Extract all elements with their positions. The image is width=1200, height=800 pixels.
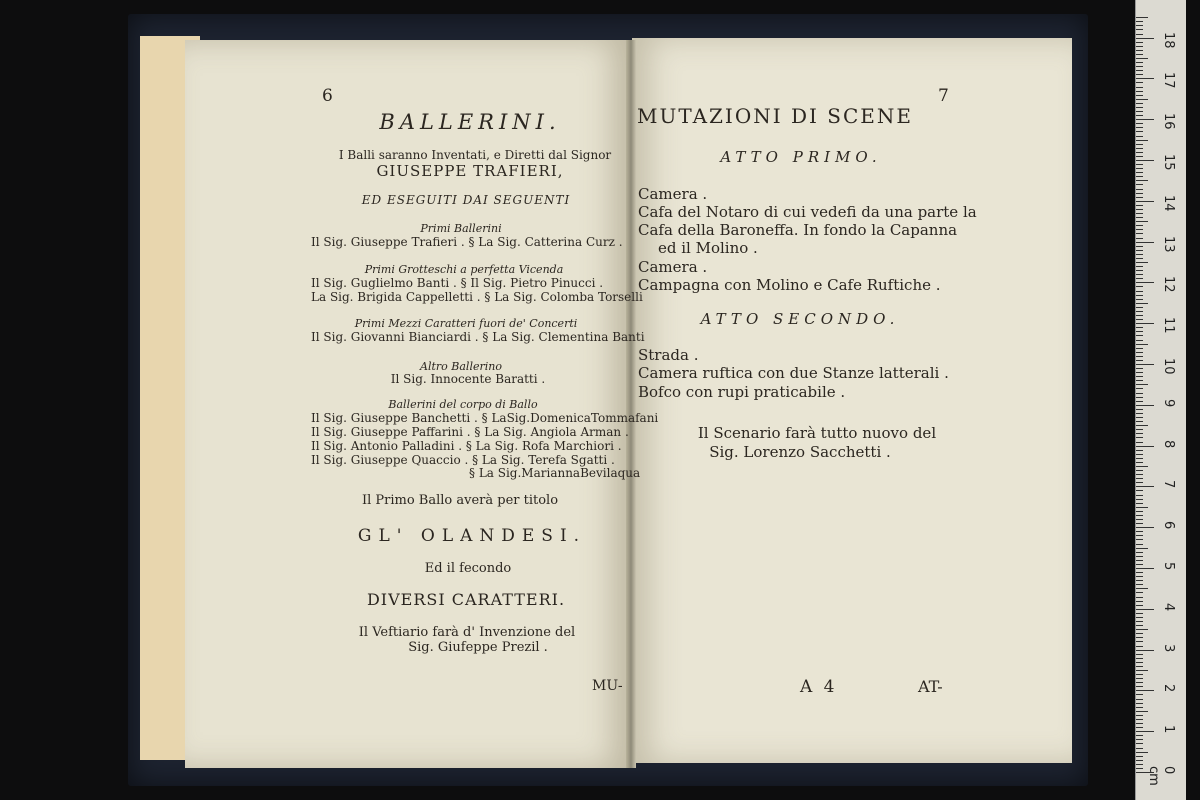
ruler-tick <box>1136 311 1143 312</box>
ruler-tick <box>1136 327 1143 328</box>
book-gutter <box>626 40 636 768</box>
ruler-tick <box>1136 156 1143 157</box>
ruler-tick <box>1136 417 1143 418</box>
ruler-tick <box>1136 523 1143 524</box>
ruler-tick <box>1136 641 1143 642</box>
scene-line: ed il Molino . <box>658 239 758 257</box>
performers-heading: ED ESEGUITI DAI SEGUENTI <box>361 193 571 207</box>
ruler-label: 17 <box>1161 72 1176 89</box>
ruler-tick <box>1136 184 1143 185</box>
ruler-tick <box>1136 482 1143 483</box>
ruler-tick <box>1136 131 1143 132</box>
ruler-tick <box>1136 266 1143 267</box>
measuring-ruler <box>1135 0 1186 800</box>
ruler-tick <box>1136 597 1143 598</box>
ruler-tick <box>1136 723 1143 724</box>
ruler-tick <box>1136 707 1143 708</box>
ruler-tick <box>1136 535 1143 536</box>
ruler-tick <box>1136 270 1143 271</box>
ruler-tick <box>1136 601 1143 602</box>
ruler-tick <box>1136 429 1143 430</box>
ruler-tick <box>1136 409 1143 410</box>
ruler-label: 18 <box>1161 31 1176 49</box>
ruler-tick <box>1136 21 1143 22</box>
ruler-tick <box>1136 442 1143 443</box>
ruler-tick <box>1136 29 1143 30</box>
ruler-label: 9 <box>1161 398 1176 408</box>
ruler-tick <box>1136 564 1143 565</box>
ruler-tick <box>1136 74 1143 75</box>
ruler-tick <box>1136 486 1154 487</box>
ruler-tick <box>1136 515 1143 516</box>
ruler-tick <box>1136 739 1143 740</box>
right-page-title: MUTAZIONI DI SCENE <box>637 104 913 128</box>
costume-line: Sig. Giufeppe Prezil . <box>408 640 548 655</box>
ruler-tick <box>1136 282 1154 283</box>
group-heading: Ballerini del corpo di Ballo <box>388 398 538 411</box>
ruler-tick <box>1136 331 1143 332</box>
ruler-tick <box>1136 613 1143 614</box>
ruler-tick <box>1136 25 1143 26</box>
ruler-tick <box>1136 735 1143 736</box>
ruler-tick <box>1136 552 1143 553</box>
ruler-label: 4 <box>1161 602 1176 612</box>
ruler-tick <box>1136 662 1143 663</box>
performer-line: La Sig. Brigida Cappelletti . § La Sig. Colomba Torselli <box>311 290 643 304</box>
second-ballet-intro: Ed il fecondo <box>424 561 512 576</box>
left-page-title: BALLERINI. <box>379 110 561 134</box>
ruler-tick <box>1136 654 1143 655</box>
performer-line: Il Sig. Giuseppe Trafieri . § La Sig. Catterina Curz . <box>311 235 623 249</box>
ruler-tick <box>1136 152 1143 153</box>
ruler-tick <box>1136 666 1143 667</box>
ruler-tick <box>1136 617 1143 618</box>
ruler-tick <box>1136 743 1143 744</box>
ruler-tick <box>1136 62 1143 63</box>
ruler-tick <box>1136 238 1143 239</box>
ruler-tick <box>1136 768 1143 769</box>
ruler-tick <box>1136 462 1143 463</box>
ruler-tick <box>1136 99 1148 100</box>
scene-line: Strada . <box>638 346 699 364</box>
ruler-tick <box>1136 580 1143 581</box>
ruler-tick <box>1136 621 1143 622</box>
ruler-tick <box>1136 458 1143 459</box>
ruler-tick <box>1136 295 1143 296</box>
ruler-tick <box>1136 670 1148 671</box>
ruler-tick <box>1136 478 1143 479</box>
ruler-tick <box>1136 54 1143 55</box>
first-ballet-intro: Il Primo Ballo averà per titolo <box>361 493 559 508</box>
ruler-tick <box>1136 140 1148 141</box>
ruler-tick <box>1136 368 1143 369</box>
ruler-tick <box>1136 291 1143 292</box>
ruler-tick <box>1136 164 1143 165</box>
ruler-tick <box>1136 625 1143 626</box>
performer-line: Il Sig. Giuseppe Quaccio . § La Sig. Terefa Sgatti . <box>311 453 615 467</box>
ruler-tick <box>1136 201 1154 202</box>
ruler-tick <box>1136 286 1143 287</box>
ruler-tick <box>1136 360 1143 361</box>
ruler-label: 15 <box>1161 154 1176 171</box>
ruler-tick <box>1136 699 1143 700</box>
ruler-tick <box>1136 123 1143 124</box>
ruler-label: 10 <box>1161 358 1176 375</box>
ruler-label: 12 <box>1161 276 1176 293</box>
ruler-tick <box>1136 544 1143 545</box>
performer-line: Il Sig. Giovanni Bianciardi . § La Sig. Clementina Banti <box>311 330 645 344</box>
ruler-tick <box>1136 556 1143 557</box>
performer-line: Il Sig. Giuseppe Paffarini . § La Sig. Angiola Arman . <box>311 425 629 439</box>
ruler-label: 5 <box>1161 562 1176 571</box>
scenario-line: Sig. Lorenzo Sacchetti . <box>709 443 891 461</box>
ruler-tick <box>1136 470 1143 471</box>
ruler-tick <box>1136 433 1143 434</box>
performer-line: § La Sig.MariannaBevilaqua <box>469 466 641 480</box>
ruler-tick <box>1136 499 1143 500</box>
ruler-tick <box>1136 446 1154 447</box>
ruler-tick <box>1136 278 1143 279</box>
ruler-tick <box>1136 119 1154 120</box>
ruler-label: 13 <box>1161 235 1176 253</box>
ruler-tick <box>1136 107 1143 108</box>
ruler-tick <box>1136 527 1154 528</box>
ruler-tick <box>1136 682 1143 683</box>
ruler-tick <box>1136 401 1143 402</box>
ruler-tick <box>1136 254 1143 255</box>
ruler-tick <box>1136 646 1143 647</box>
ruler-tick <box>1136 503 1143 504</box>
ruler-tick <box>1136 507 1148 508</box>
ruler-tick <box>1136 148 1143 149</box>
ruler-tick <box>1136 466 1148 467</box>
group-heading: Primi Ballerini <box>420 222 502 235</box>
ruler-label: 8 <box>1161 439 1176 448</box>
intro-line: I Balli saranno Inventati, e Diretti dal Signor <box>338 148 612 162</box>
ruler-tick <box>1136 172 1143 173</box>
ruler-label: 2 <box>1161 684 1176 693</box>
ruler-tick <box>1136 384 1148 385</box>
performer-line: Il Sig. Guglielmo Banti . § Il Sig. Pietro Pinucci . <box>311 276 604 290</box>
ruler-tick <box>1136 189 1143 190</box>
ruler-tick <box>1136 388 1143 389</box>
scene-line: Camera . <box>638 258 708 276</box>
ruler-tick <box>1136 592 1143 593</box>
ruler-tick <box>1136 58 1148 59</box>
ruler-tick <box>1136 397 1143 398</box>
ruler-tick <box>1136 454 1143 455</box>
ruler-tick <box>1136 258 1143 259</box>
ruler-tick <box>1136 66 1143 67</box>
ruler-tick <box>1136 111 1143 112</box>
ruler-tick <box>1136 303 1148 304</box>
signature-mark: A 4 <box>800 677 838 697</box>
ruler-tick <box>1136 694 1143 695</box>
ruler-tick <box>1136 539 1143 540</box>
ruler-tick <box>1136 335 1143 336</box>
ruler-tick <box>1136 719 1143 720</box>
ruler-tick <box>1136 658 1143 659</box>
ruler-tick <box>1136 34 1143 35</box>
ruler-tick <box>1136 160 1154 161</box>
performer-line: Il Sig. Innocente Baratti . <box>390 372 546 386</box>
ruler-tick <box>1136 176 1143 177</box>
group-heading: Primi Grotteschi a perfetta Vicenda <box>364 263 564 276</box>
ruler-tick <box>1136 519 1143 520</box>
ruler-tick <box>1136 531 1143 532</box>
ruler-tick <box>1136 364 1154 365</box>
ruler-tick <box>1136 413 1143 414</box>
ruler-tick <box>1136 127 1143 128</box>
ruler-tick <box>1136 686 1143 687</box>
ruler-tick <box>1136 356 1143 357</box>
ruler-tick <box>1136 756 1143 757</box>
ruler-tick <box>1136 197 1143 198</box>
performer-line: Il Sig. Giuseppe Banchetti . § LaSig.DomenicaTommafani <box>311 411 659 425</box>
ruler-tick <box>1136 225 1143 226</box>
ruler-label: 14 <box>1161 194 1176 212</box>
ruler-tick <box>1136 650 1154 651</box>
ruler-tick <box>1136 307 1143 308</box>
ruler-tick <box>1136 348 1143 349</box>
ruler-tick <box>1136 437 1143 438</box>
costume-line: Il Veftiario farà d' Invenzione del <box>358 625 576 640</box>
scene-line: Cafa del Notaro di cui vedefi da una parte la <box>638 203 977 221</box>
ruler-tick <box>1136 344 1148 345</box>
ruler-tick <box>1136 17 1148 18</box>
ruler-label: 16 <box>1161 113 1176 130</box>
ruler-tick <box>1136 168 1143 169</box>
group-heading: Primi Mezzi Caratteri fuori de' Concerti <box>354 317 578 330</box>
ruler-tick <box>1136 180 1148 181</box>
scene-line: Bofco con rupi praticabile . <box>638 383 846 401</box>
scene-line: Camera ruftica con due Stanze latterali . <box>638 364 949 382</box>
ruler-tick <box>1136 229 1143 230</box>
ruler-tick <box>1136 637 1143 638</box>
ruler-tick <box>1136 274 1143 275</box>
ruler-tick <box>1136 703 1143 704</box>
ruler-tick <box>1136 103 1143 104</box>
ruler-tick <box>1136 711 1148 712</box>
right-catchword: AT- <box>918 677 943 696</box>
ruler-tick <box>1136 760 1143 761</box>
ruler-tick <box>1136 629 1148 630</box>
group-heading: Altro Ballerino <box>420 360 502 373</box>
ruler-tick <box>1136 495 1143 496</box>
ruler-tick <box>1136 323 1154 324</box>
ruler-tick <box>1136 209 1143 210</box>
ruler-tick <box>1136 242 1154 243</box>
second-ballet-title: DIVERSI CARATTERI. <box>366 590 566 609</box>
ruler-tick <box>1136 352 1143 353</box>
ruler-tick <box>1136 678 1143 679</box>
ruler-tick <box>1136 474 1143 475</box>
ruler-tick <box>1136 380 1143 381</box>
ruler-tick <box>1136 115 1143 116</box>
right-page-number: 7 <box>938 86 949 106</box>
ruler-tick <box>1136 576 1143 577</box>
ruler-tick <box>1136 340 1143 341</box>
ruler-tick <box>1136 405 1154 406</box>
ruler-tick <box>1136 46 1143 47</box>
ruler-tick <box>1136 560 1143 561</box>
ruler-tick <box>1136 217 1143 218</box>
ruler-tick <box>1136 70 1143 71</box>
ruler-tick <box>1136 605 1143 606</box>
ruler-tick <box>1136 425 1148 426</box>
ruler-label: 7 <box>1161 480 1176 489</box>
ruler-tick <box>1136 764 1143 765</box>
scene-line: Camera . <box>638 185 708 203</box>
scene-line: Campagna con Molino e Cafe Ruftiche . <box>638 276 941 294</box>
scenario-line: Il Scenario farà tutto nuovo del <box>697 424 937 442</box>
scene-line: Cafa della Baroneffa. In fondo la Capanna <box>638 221 958 239</box>
ruler-tick <box>1136 193 1143 194</box>
left-page-number: 6 <box>322 86 333 106</box>
ruler-tick <box>1136 393 1143 394</box>
ruler-tick <box>1136 511 1143 512</box>
ruler-tick <box>1136 490 1143 491</box>
ruler-tick <box>1136 319 1143 320</box>
ruler-tick <box>1136 572 1143 573</box>
ruler-tick <box>1136 568 1154 569</box>
ruler-tick <box>1136 221 1148 222</box>
ruler-tick <box>1136 633 1143 634</box>
ruler-tick <box>1136 136 1143 137</box>
ruler-tick <box>1136 372 1143 373</box>
ruler-tick <box>1136 144 1143 145</box>
ruler-label: 1 <box>1161 725 1176 734</box>
ruler-tick <box>1136 38 1154 39</box>
director-name: GIUSEPPE TRAFIERI, <box>376 162 564 180</box>
ruler-tick <box>1136 42 1143 43</box>
ruler-label: 3 <box>1161 643 1176 652</box>
ruler-tick <box>1136 421 1143 422</box>
ruler-tick <box>1136 315 1143 316</box>
ruler-tick <box>1136 690 1154 691</box>
ruler-label: 6 <box>1161 521 1176 530</box>
left-catchword: MU- <box>592 678 623 694</box>
ruler-tick <box>1136 50 1143 51</box>
first-ballet-title: GL' OLANDESI. <box>357 526 587 546</box>
ruler-tick <box>1136 731 1154 732</box>
ruler-tick <box>1136 748 1143 749</box>
ruler-tick <box>1136 262 1148 263</box>
ruler-tick <box>1136 91 1143 92</box>
ruler-tick <box>1136 82 1143 83</box>
ruler-label: 11 <box>1161 317 1176 334</box>
ruler-tick <box>1136 205 1143 206</box>
ruler-tick <box>1136 376 1143 377</box>
ruler-tick <box>1136 715 1143 716</box>
ruler-tick <box>1136 95 1143 96</box>
ruler-tick <box>1136 78 1154 79</box>
ruler-tick <box>1136 588 1148 589</box>
ruler-tick <box>1136 674 1143 675</box>
performer-line: Il Sig. Antonio Palladini . § La Sig. Rofa Marchiori . <box>311 439 622 453</box>
ruler-tick <box>1136 246 1143 247</box>
ruler-label: 0 cm <box>1146 766 1176 786</box>
ruler-tick <box>1136 584 1143 585</box>
ruler-tick <box>1136 250 1143 251</box>
ruler-tick <box>1136 548 1148 549</box>
act2-heading: ATTO SECONDO. <box>700 310 900 328</box>
ruler-tick <box>1136 213 1143 214</box>
ruler-tick <box>1136 727 1143 728</box>
ruler-tick <box>1136 450 1143 451</box>
ruler-tick <box>1136 752 1148 753</box>
ruler-tick <box>1136 609 1154 610</box>
ruler-tick <box>1136 233 1143 234</box>
ruler-tick <box>1136 299 1143 300</box>
ruler-tick <box>1136 87 1143 88</box>
act1-heading: ATTO PRIMO. <box>720 148 882 166</box>
